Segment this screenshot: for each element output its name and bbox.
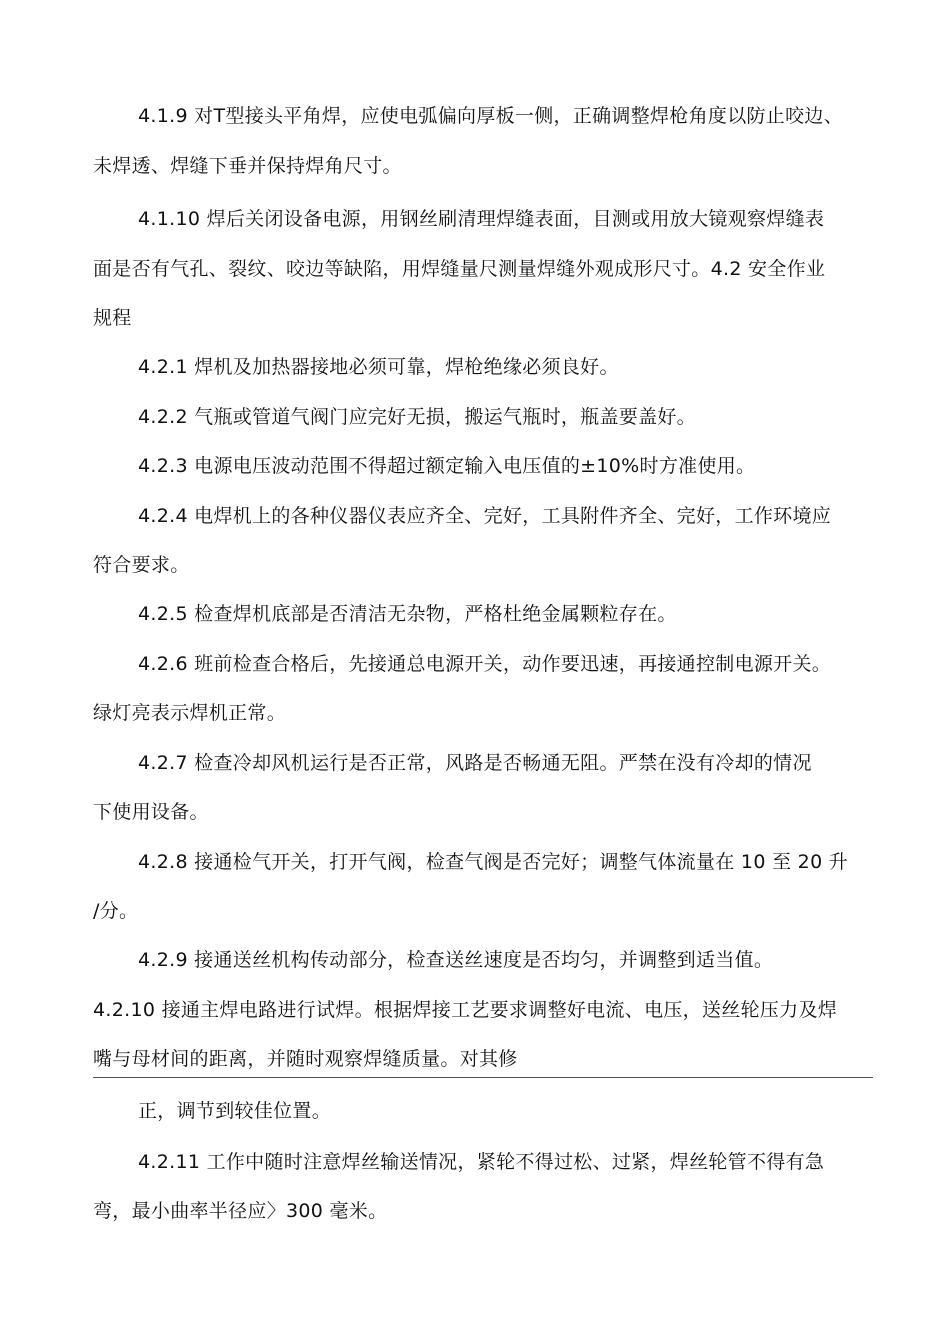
paragraph-4-2-4-line-2: 符合要求。 [93,554,190,576]
horizontal-rule [93,1077,873,1078]
paragraph-4-2-7-line-2: 下使用设备。 [93,801,209,823]
paragraph-4-1-10-line-2: 面是否有气孔、裂纹、咬边等缺陷，用焊缝量尺测量焊缝外观成形尺寸。4.2 安全作业 [93,258,826,280]
paragraph-4-1-10-line-1: 4.1.10 焊后关闭设备电源，用钢丝刷清理焊缝表面，目测或用放大镜观察焊缝表 [138,208,825,230]
paragraph-4-2-1: 4.2.1 焊机及加热器接地必须可靠，焊枪绝缘必须良好。 [138,356,619,378]
paragraph-4-2-10-line-3: 正，调节到较佳位置。 [138,1100,332,1122]
paragraph-4-2-6-line-2: 绿灯亮表示焊机正常。 [93,702,287,724]
paragraph-4-2-4-line-1: 4.2.4 电焊机上的各种仪器仪表应齐全、完好，工具附件齐全、完好，工作环境应 [138,505,832,527]
paragraph-4-2-11-line-2: 弯，最小曲率半径应〉300 毫米。 [93,1200,388,1222]
paragraph-4-2-8-line-2: /分。 [93,900,139,922]
paragraph-4-2-6-line-1: 4.2.6 班前检查合格后，先接通总电源开关，动作要迅速，再接通控制电源开关。 [138,653,832,675]
paragraph-4-1-9-line-2: 未焊透、焊缝下垂并保持焊角尺寸。 [93,155,402,177]
paragraph-4-2-9: 4.2.9 接通送丝机构传动部分，检查送丝速度是否均匀，并调整到适当值。 [138,949,774,971]
paragraph-4-2-5: 4.2.5 检查焊机底部是否清洁无杂物，严格杜绝金属颗粒存在。 [138,603,677,625]
paragraph-4-2-2: 4.2.2 气瓶或管道气阀门应完好无损，搬运气瓶时，瓶盖要盖好。 [138,406,696,428]
paragraph-4-1-10-line-3: 规程 [93,307,132,329]
paragraph-4-2-10-line-2: 嘴与母材间的距离，并随时观察焊缝质量。对其修 [93,1048,518,1070]
paragraph-4-1-9-line-1: 4.1.9 对T型接头平角焊，应使电弧偏向厚板一侧，正确调整焊枪角度以防止咬边、 [138,105,843,127]
paragraph-4-2-7-line-1: 4.2.7 检查冷却风机运行是否正常，风路是否畅通无阻。严禁在没有冷却的情况 [138,752,812,774]
paragraph-4-2-10-line-1: 4.2.10 接通主焊电路进行试焊。根据焊接工艺要求调整好电流、电压，送丝轮压力及焊 [93,999,838,1021]
paragraph-4-2-8-line-1: 4.2.8 接通检气开关，打开气阀，检查气阀是否完好；调整气体流量在 10 至 20 升 [138,851,849,873]
paragraph-4-2-11-line-1: 4.2.11 工作中随时注意焊丝输送情况，紧轮不得过松、过紧，焊丝轮管不得有急 [138,1151,825,1173]
paragraph-4-2-3: 4.2.3 电源电压波动范围不得超过额定输入电压值的±10%时方准使用。 [138,455,756,477]
